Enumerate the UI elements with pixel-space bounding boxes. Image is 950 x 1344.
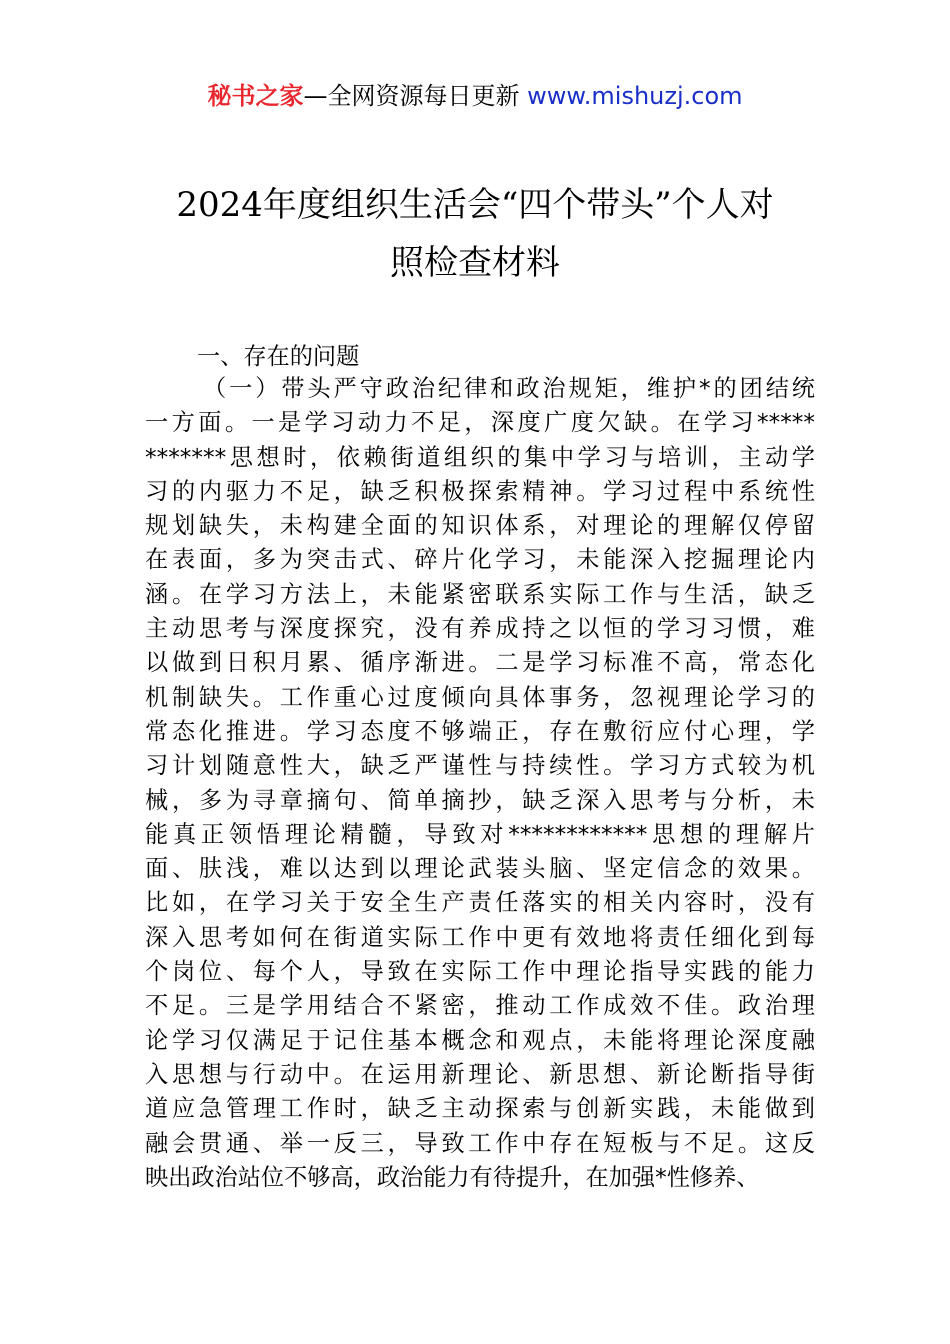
document-body bbox=[145, 344, 815, 1195]
paragraph-line: 规划缺失，未构建全面的知识体系，对理论的理解仅停留 bbox=[145, 512, 815, 540]
paragraph-line: 入思想与行动中。在运用新理论、新思想、新论断指导街 bbox=[145, 1060, 815, 1088]
paragraph-line: 在表面，多为突击式、碎片化学习，未能深入挖掘理论内 bbox=[145, 546, 815, 574]
paragraph-line: 一方面。一是学习动力不足，深度广度欠缺。在学习***** bbox=[145, 409, 815, 437]
site-url-link[interactable]: www.mishuzj.com bbox=[519, 82, 743, 110]
paragraph-line: 道应急管理工作时，缺乏主动探索与创新实践，未能做到 bbox=[145, 1095, 815, 1123]
paragraph-line: 融会贯通、举一反三，导致工作中存在短板与不足。这反 bbox=[145, 1129, 815, 1157]
site-brand: 秘书之家 bbox=[207, 82, 304, 110]
site-header bbox=[0, 80, 950, 112]
paragraph-line: 习计划随意性大，缺乏严谨性与持续性。学习方式较为机 bbox=[145, 752, 815, 780]
paragraph-line: 习的内驱力不足，缺乏积极探索精神。学习过程中系统性 bbox=[145, 477, 815, 505]
paragraph-line: 不足。三是学用结合不紧密，推动工作成效不佳。政治理 bbox=[145, 992, 815, 1020]
paragraph-line: 械，多为寻章摘句、简单摘抄，缺乏深入思考与分析，未 bbox=[145, 786, 815, 814]
paragraph-line: 映出政治站位不够高，政治能力有待提升，在加强*性修养、 bbox=[145, 1163, 760, 1191]
paragraph-line: 机制缺失。工作重心过度倾向具体事务，忽视理论学习的 bbox=[145, 683, 815, 711]
paragraph-line: 论学习仅满足于记住基本概念和观点，未能将理论深度融 bbox=[145, 1026, 815, 1054]
site-tagline: —全网资源每日更新 bbox=[303, 82, 520, 110]
paragraph bbox=[145, 372, 815, 1195]
paragraph-line: （一）带头严守政治纪律和政治规矩，维护*的团结统 bbox=[203, 375, 815, 402]
title-line-1: 2024年度组织生活会“四个带头”个人对 bbox=[176, 185, 774, 225]
title-line-2: 照检查材料 bbox=[390, 243, 560, 283]
paragraph-line: 面、肤浅，难以达到以理论武装头脑、坚定信念的效果。 bbox=[145, 855, 815, 883]
paragraph-line: 比如，在学习关于安全生产责任落实的相关内容时，没有 bbox=[145, 889, 815, 917]
paragraph-line: 以做到日积月累、循序渐进。二是学习标准不高，常态化 bbox=[145, 649, 815, 677]
paragraph-line: 个岗位、每个人，导致在实际工作中理论指导实践的能力 bbox=[145, 958, 815, 986]
paragraph-line: 深入思考如何在街道实际工作中更有效地将责任细化到每 bbox=[145, 923, 815, 951]
paragraph-line: 主动思考与深度探究，没有养成持之以恒的学习习惯，难 bbox=[145, 615, 815, 643]
document-title bbox=[110, 176, 840, 292]
paragraph-line: *******思想时，依赖街道组织的集中学习与培训，主动学 bbox=[145, 443, 815, 471]
section-heading: 一、存在的问题 bbox=[197, 343, 360, 370]
paragraph-line: 涵。在学习方法上，未能紧密联系实际工作与生活，缺乏 bbox=[145, 580, 815, 608]
paragraph-line: 常态化推进。学习态度不够端正，存在敷衍应付心理，学 bbox=[145, 717, 815, 745]
paragraph-line: 能真正领悟理论精髓，导致对************思想的理解片 bbox=[145, 820, 815, 848]
